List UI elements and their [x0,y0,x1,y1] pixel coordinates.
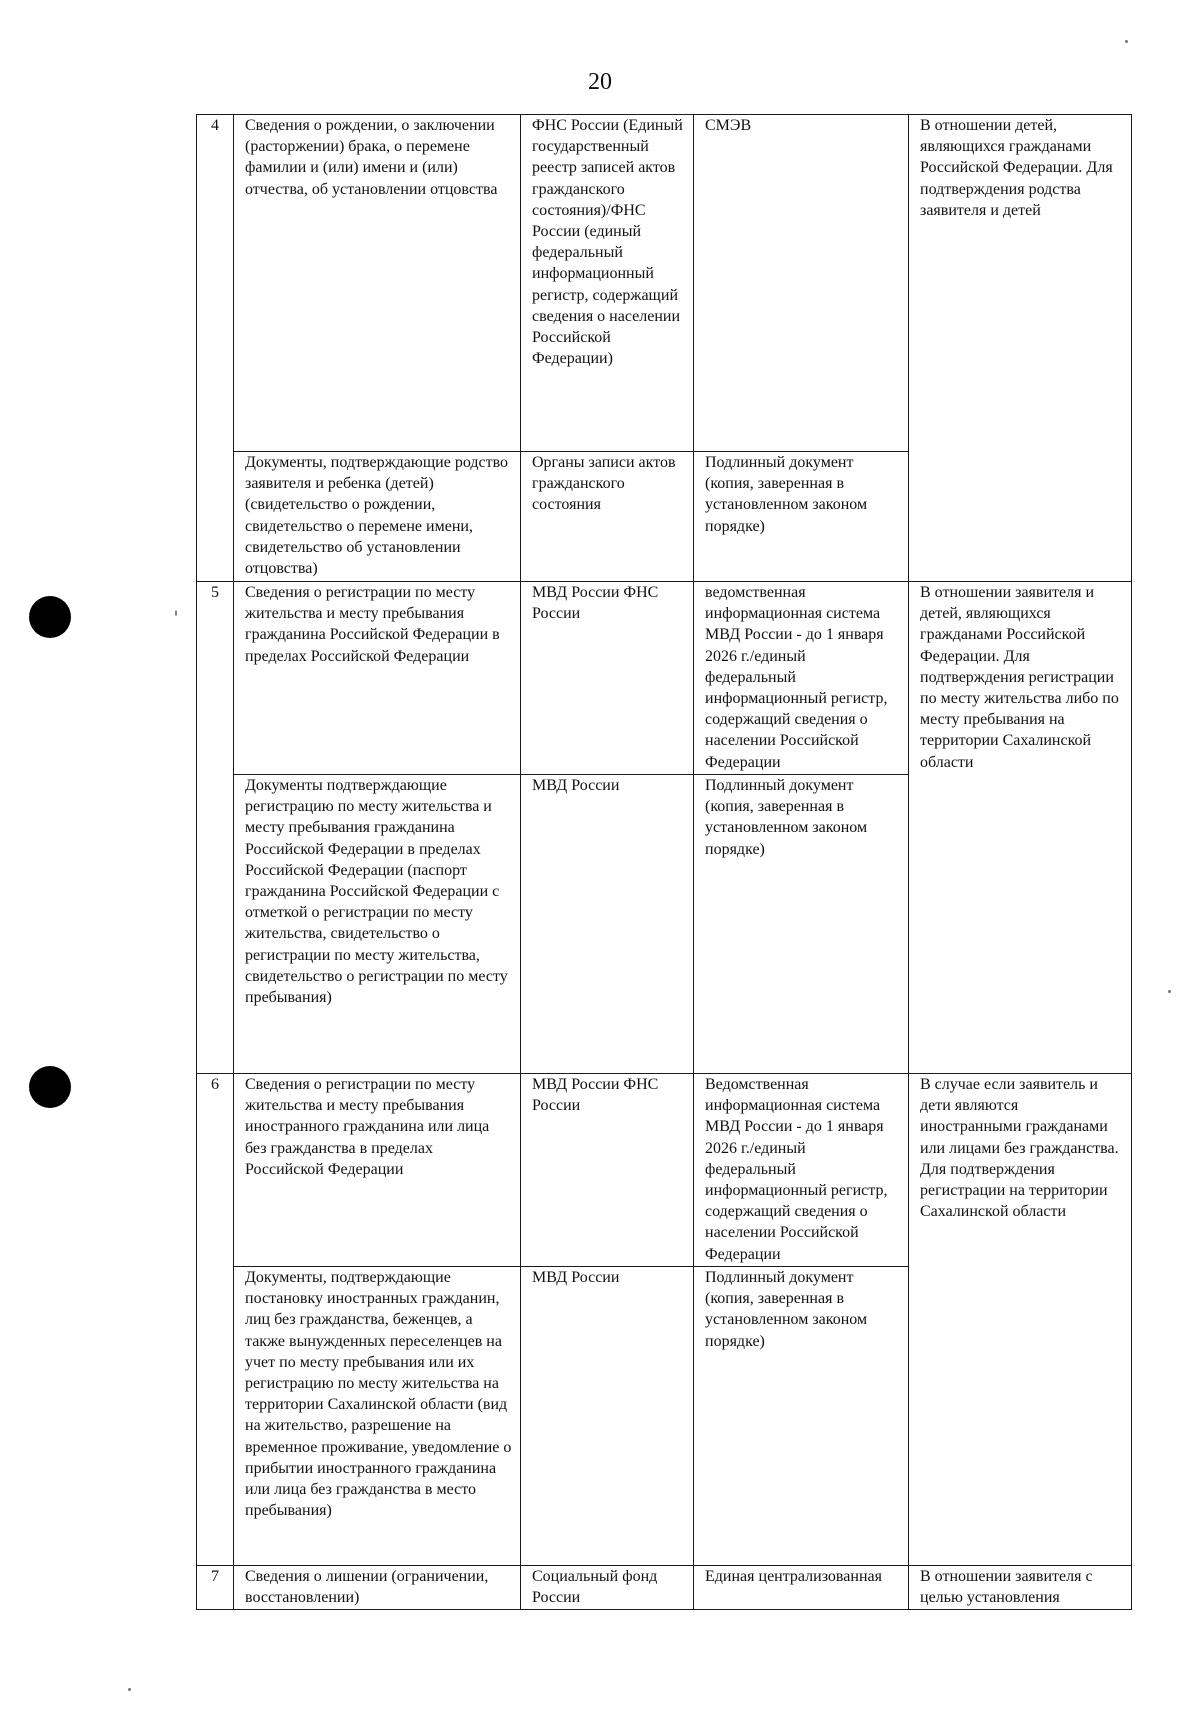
page-number: 20 [588,69,612,95]
method-cell: Ведомственная информационная система МВД России - до 1 января 2026 г./единый федеральный информационный регистр, содержащий сведения о населении Российской Федерации [694,1074,909,1267]
table-row [197,1074,1132,1267]
document-source-cell: МВД России [521,1267,694,1566]
row-number: 5 [197,582,234,1074]
row-number: 4 [197,115,234,582]
document-cell: Документы, подтверждающие постановку иностранных гражданин, лиц без гражданства, беженцев, а также вынужденных переселенцев на учет по месту пребывания или их регистрацию по месту жительства на территории Сахалинской области (вид на жительство, разрешение на временное проживание, уведомление о прибытии иностранного гражданина или лица без гражданства в место пребывания) [234,1267,521,1566]
info-cell: Сведения о лишении (ограничении, восстановлении) [234,1566,521,1610]
services-table [196,114,1132,1610]
table-row [197,1566,1132,1610]
source-cell: Социальный фонд России [521,1566,694,1610]
table-row [197,115,1132,452]
info-cell: Сведения о рождении, о заключении (расторжении) брака, о перемене фамилии и (или) имени и (или) отчества, об установлении отцовства [234,115,521,452]
note-cell: В отношении заявителя с целью установления [909,1566,1132,1610]
document-cell: Документы, подтверждающие родство заявителя и ребенка (детей) (свидетельство о рождении, свидетельство о перемене имени, свидетельство об установлении отцовства) [234,452,521,582]
scan-speck [175,610,177,616]
document-source-cell: МВД России [521,775,694,1074]
table-row [197,582,1132,775]
document-method-cell: Подлинный документ (копия, заверенная в установленном законом порядке) [694,775,909,1074]
note-cell: В отношении заявителя и детей, являющихся гражданами Российской Федерации. Для подтверждения регистрации по месту жительства либо по месту пребывания на территории Сахалинской области [909,582,1132,1074]
document-method-cell: Подлинный документ (копия, заверенная в установленном законом порядке) [694,1267,909,1566]
row-number: 7 [197,1566,234,1610]
note-cell: В случае если заявитель и дети являются иностранными гражданами или лицами без гражданства. Для подтверждения регистрации на территории Сахалинской области [909,1074,1132,1566]
source-cell: ФНС России (Единый государственный реестр записей актов гражданского состояния)/ФНС России (единый федеральный информационный регистр, содержащий сведения о населении Российской Федерации) [521,115,694,452]
scan-speck [1168,990,1171,993]
method-cell: Единая централизованная [694,1566,909,1610]
info-cell: Сведения о регистрации по месту жительства и месту пребывания гражданина Российской Федерации в пределах Российской Федерации [234,582,521,775]
scan-speck [128,1688,131,1691]
method-cell: СМЭВ [694,115,909,452]
source-cell: МВД России ФНС России [521,1074,694,1267]
source-cell: МВД России ФНС России [521,582,694,775]
note-cell: В отношении детей, являющихся гражданами Российской Федерации. Для подтверждения родства заявителя и детей [909,115,1132,582]
document-cell: Документы подтверждающие регистрацию по месту жительства и месту пребывания гражданина Российской Федерации в пределах Российской Федерации (паспорт гражданина Российской Федерации с отметкой о регистрации по месту жительства, свидетельство о регистрации по месту жительства, свидетельство о регистрации по месту пребывания) [234,775,521,1074]
punch-hole [29,1066,71,1108]
document-source-cell: Органы записи актов гражданского состояния [521,452,694,582]
punch-hole [29,596,71,638]
info-cell: Сведения о регистрации по месту жительства и месту пребывания иностранного гражданина или лица без гражданства в пределах Российской Федерации [234,1074,521,1267]
method-cell: ведомственная информационная система МВД России - до 1 января 2026 г./единый федеральный информационный регистр, содержащий сведения о населении Российской Федерации [694,582,909,775]
row-number: 6 [197,1074,234,1566]
document-method-cell: Подлинный документ (копия, заверенная в установленном законом порядке) [694,452,909,582]
scan-speck [1125,40,1128,43]
